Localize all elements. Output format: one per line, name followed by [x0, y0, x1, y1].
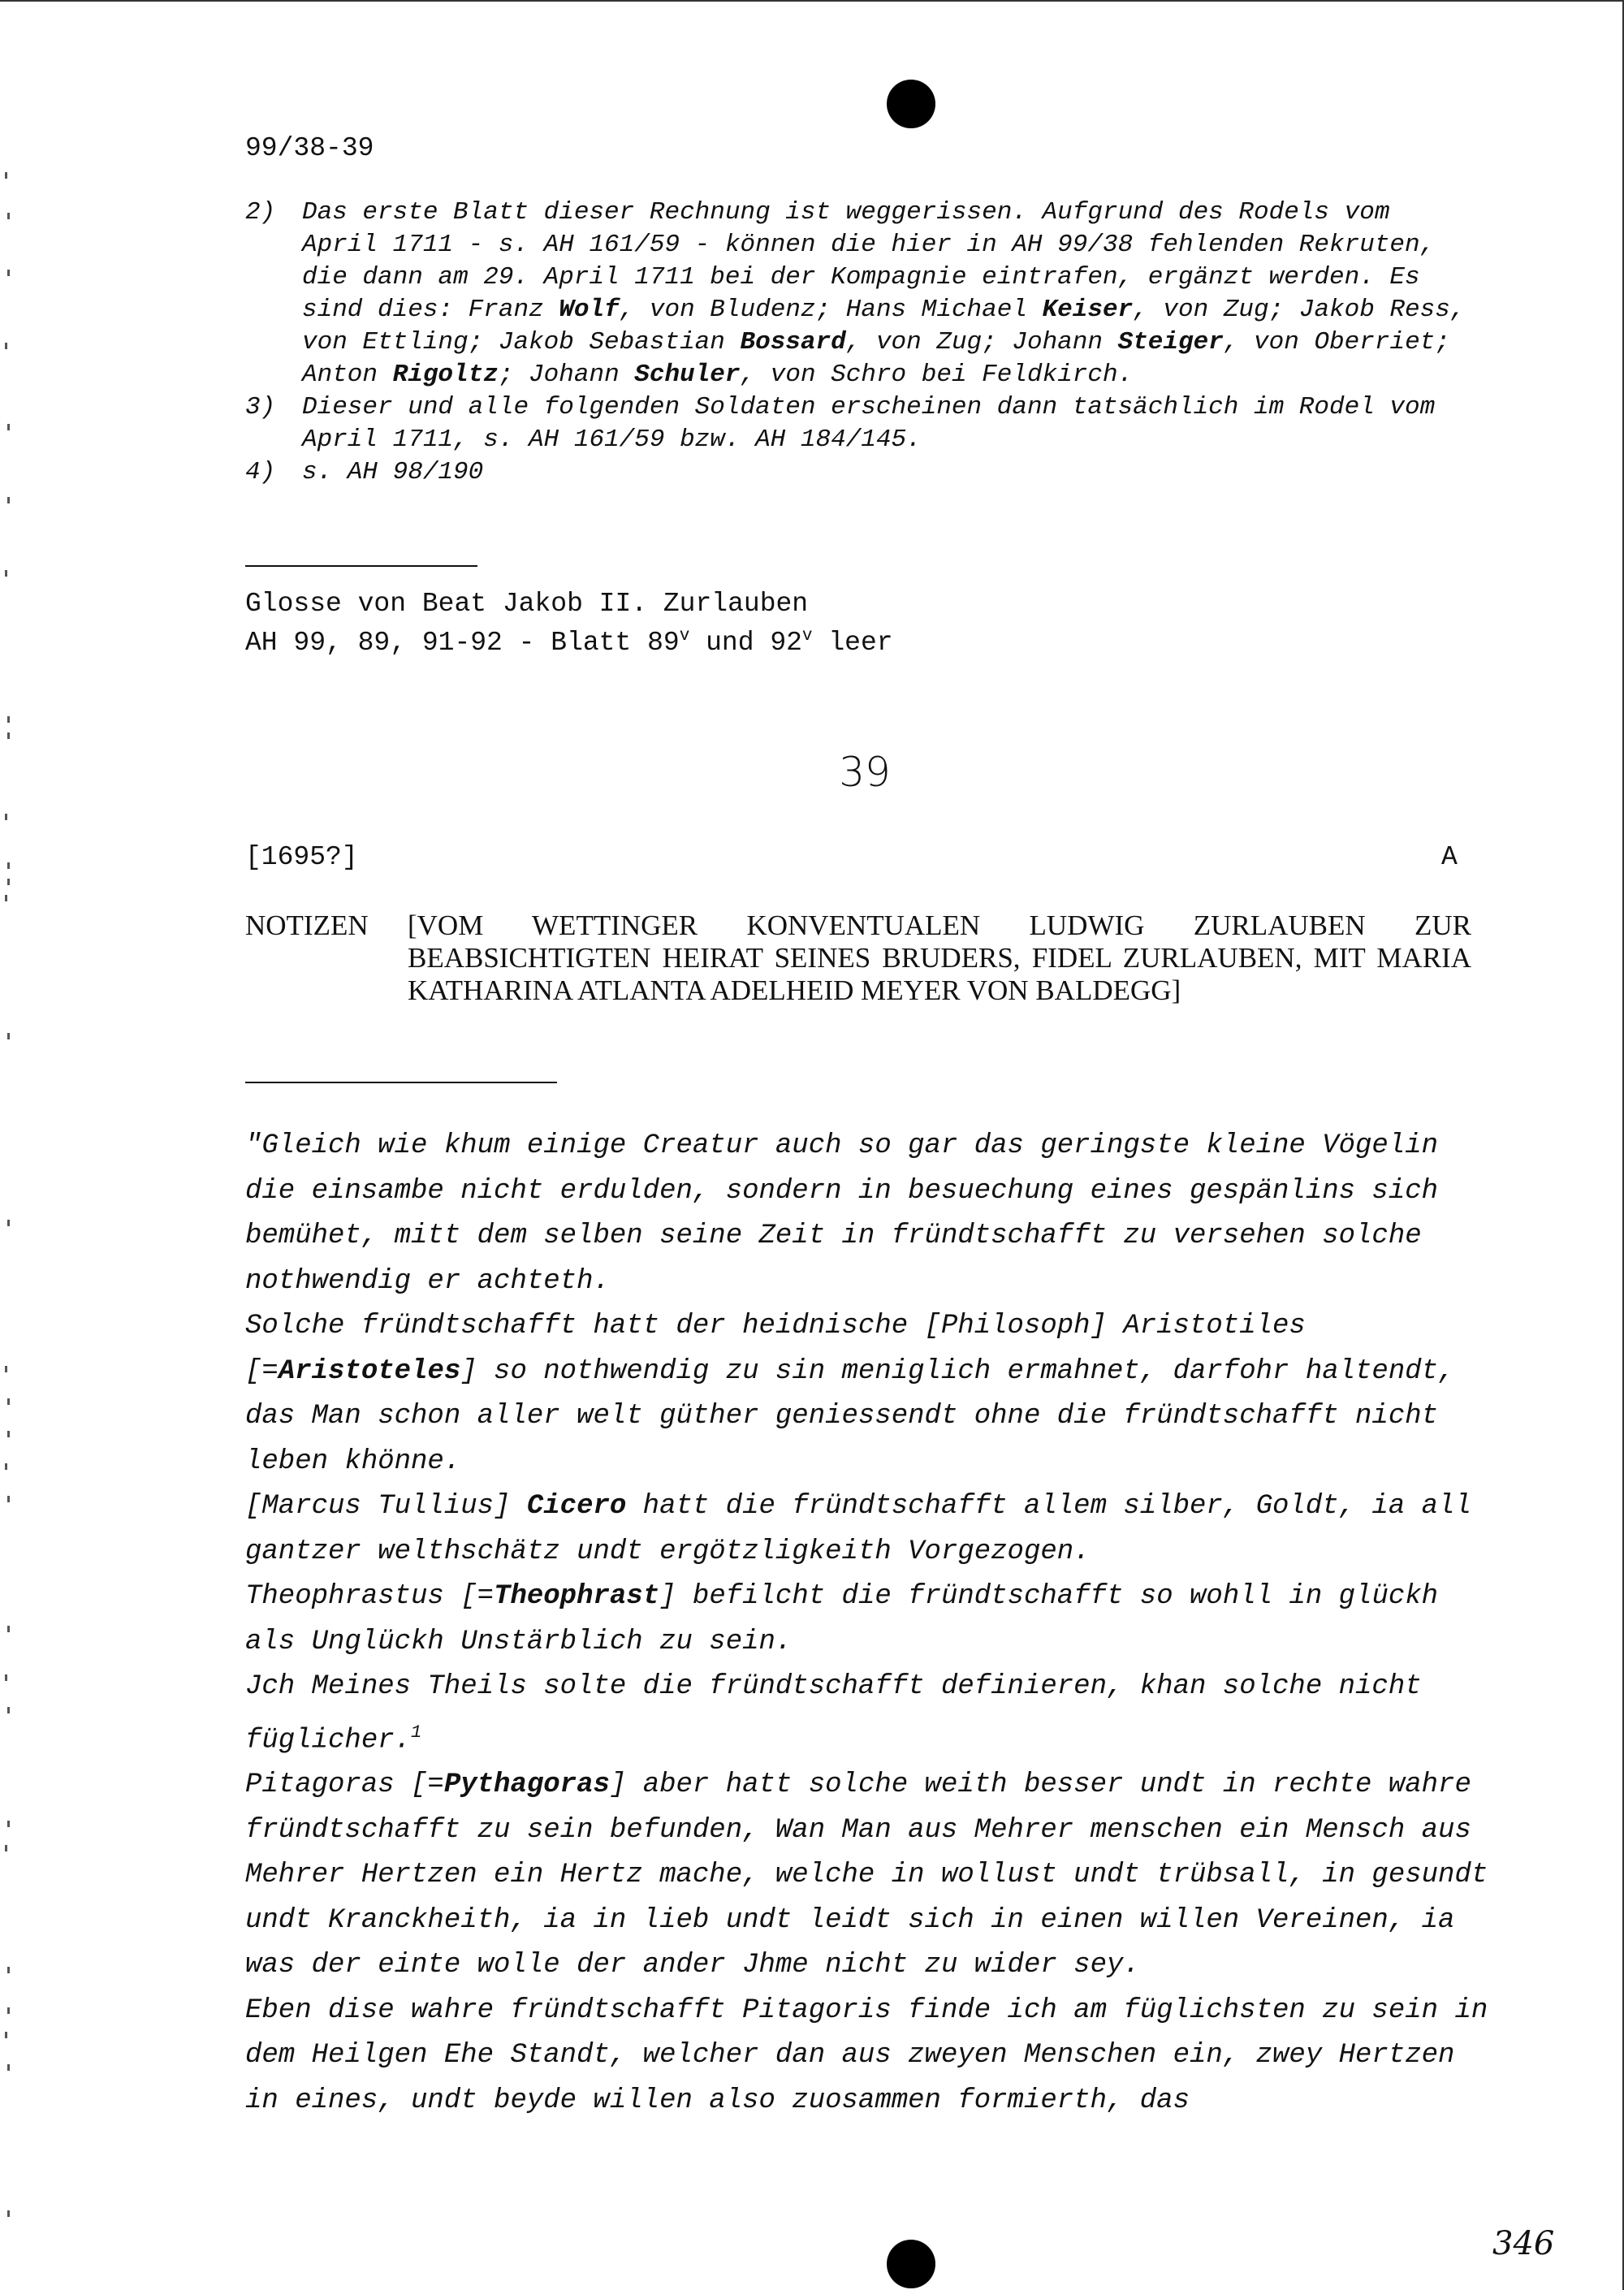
scan-speck [7, 2007, 10, 2014]
text-run: , von Schro bei Feldkirch. [740, 361, 1134, 389]
scan-speck [5, 1463, 7, 1470]
bold-name: Rigoltz [392, 361, 499, 389]
scan-speck [7, 2210, 10, 2217]
footnote-number: 2) [245, 198, 276, 227]
document-title [245, 910, 1471, 1007]
text-run: Theophrastus [= [245, 1581, 495, 1612]
scan-speck [7, 1626, 10, 1632]
bold-name: Wolf [559, 296, 620, 324]
scan-speck [7, 424, 10, 430]
text-run: Solche fründtschafft hatt der heidnische [Philosoph] Aristotiles [= [245, 1311, 1306, 1387]
gloss-line-2: AH 99, 89, 91-92 - Blatt 89$^v$ und 92$^v$ leer [245, 627, 893, 658]
text-run: Das erste Blatt dieser Rechnung ist weggerissen. Aufgrund des Rodels vom April 1711 - s. AH 161/59 - können die hier in AH 99/38 fehlenden Rekruten, die dann am 29. April 1711 bei der Kompagnie eintrafen, ergänzt werden. Es sind dies: Franz [302, 198, 1436, 324]
gloss-note [245, 588, 1479, 659]
body-paragraph [245, 1575, 1504, 1665]
scan-speck [7, 270, 10, 276]
footnote-text [302, 391, 1479, 456]
scan-speck [5, 895, 7, 901]
gloss-line-1: Glosse von Beat Jakob II. Zurlauben [245, 589, 809, 619]
scan-speck [5, 1366, 7, 1372]
scan-speck [7, 497, 10, 503]
footnote-text [302, 456, 1479, 489]
footnote-item [245, 456, 1479, 489]
scan-speck [7, 732, 10, 739]
scan-speck [7, 1033, 10, 1039]
bold-name: Pythagoras [443, 1769, 610, 1801]
footnotes [245, 197, 1479, 489]
footnote-item [245, 197, 1479, 391]
text-run: ; Johann [498, 361, 635, 389]
divider-line [245, 565, 477, 567]
footnote-number: 4) [245, 458, 276, 486]
document-number: 39 [839, 749, 891, 796]
bold-name: Bossard [740, 328, 846, 356]
transcription-body [245, 1124, 1504, 2124]
punch-hole-top [887, 80, 935, 128]
divider-line [245, 1082, 557, 1083]
text-run: , von Oberriet; Anton [302, 328, 1450, 389]
scan-speck [7, 879, 10, 885]
scan-speck [5, 2032, 7, 2038]
text-run: Pitagoras [= [245, 1769, 444, 1801]
bold-name: Aristoteles [278, 1355, 461, 1387]
body-paragraph [245, 1989, 1504, 2124]
body-paragraph [245, 1763, 1504, 1989]
footnote-text [302, 197, 1479, 391]
text-run: "Gleich wie khum einige Creatur auch so gar das geringste kleine Vögelin die einsambe nicht erdulden, sondern in besuechung eines gespänlins sich bemühet, mitt dem selben seine Zeit in fründtschafft zu versehen solche nothwendig er achteth. [245, 1130, 1439, 1297]
scan-speck [7, 1220, 10, 1226]
body-paragraph [245, 1665, 1504, 1763]
scan-speck [5, 1674, 7, 1681]
body-paragraph [245, 1304, 1504, 1484]
bold-name: Cicero [526, 1491, 627, 1522]
document-date: [1695?] [245, 842, 358, 872]
bold-name: Keiser [1042, 296, 1134, 324]
body-paragraph [245, 1124, 1504, 1304]
text-run: , von Zug; Johann [845, 328, 1118, 356]
text-run: s. AH 98/190 [302, 458, 484, 486]
scan-speck [7, 1821, 10, 1827]
footnote-item [245, 391, 1479, 456]
punch-hole-bottom [887, 2240, 935, 2288]
page-number: 346 [1492, 2225, 1555, 2262]
bold-name: Steiger [1117, 328, 1224, 356]
bold-name: Theophrast [494, 1581, 660, 1612]
scan-speck [5, 343, 7, 349]
scan-speck [7, 1496, 10, 1502]
bold-name: Schuler [634, 361, 741, 389]
scan-speck [7, 1398, 10, 1405]
text-run: ] befilcht die fründtschafft so wohll in glückh als Unglückh Unstärblich zu sein. [245, 1581, 1439, 1657]
body-paragraph [245, 1484, 1504, 1575]
text-run: ] so nothwendig zu sin meniglich ermahnet, darfohr haltendt, das Man schon aller welt güther geniessendt ohne die fründtschafft nicht leben khönne. [245, 1355, 1455, 1477]
scan-speck [7, 1967, 10, 1973]
text-run: Dieser und alle folgenden Soldaten erscheinen dann tatsächlich im Rodel vom April 1711, s. AH 161/59 bzw. AH 184/145. [302, 393, 1436, 454]
text-run: Jch Meines Theils solte die fründtschafft definieren, khan solche nicht füglicher. [245, 1671, 1422, 1756]
document-letter: A [1441, 842, 1458, 872]
text-run: Eben dise wahre fründtschafft Pitagoris finde ich am füglichsten zu sein in dem Heilgen Ehe Standt, welcher dan aus zweyen Menschen ein, zwey Hertzen in eines, undt beyde willen also zuosammen formierth, das [245, 1994, 1488, 2116]
text-run: ] aber hatt solche weith besser undt in rechte wahre fründtschafft zu sein befunden, Wan Man aus Mehrer menschen ein Mensch aus Mehrer Hertzen ein Hertz mache, welche in wollust undt trübsall, in gesundt undt Kranckheith, ia in lieb undt leidt sich in einen willen Vereinen, ia was der einte wolle der ander Jhme nicht zu wider sey. [245, 1769, 1488, 1981]
scan-speck [5, 814, 7, 820]
text-run: , von Bludenz; Hans Michael [619, 296, 1043, 324]
title-label: NOTIZEN [245, 910, 369, 941]
scan-speck [5, 1845, 7, 1851]
text-run: [Marcus Tullius] [245, 1491, 527, 1522]
scan-speck [7, 716, 10, 723]
scan-speck [5, 172, 7, 179]
document-code: 99/38-39 [245, 133, 374, 163]
scan-speck [5, 570, 7, 577]
footnote-ref: 1 [411, 1722, 422, 1743]
scan-speck [7, 1707, 10, 1713]
scan-speck [7, 1431, 10, 1437]
scan-speck [7, 213, 10, 219]
title-text: [VOM WETTINGER KONVENTUALEN LUDWIG ZURLAUBEN ZUR BEABSICHTIGTEN HEIRAT SEINES BRUDERS, FIDEL ZURLAUBEN, MIT MARIA KATHARINA ATLANTA ADELHEID MEYER VON BALDEGG] [408, 910, 1471, 1006]
text-run: , von Zug; Jakob Ress, von Ettling; Jakob Sebastian [302, 296, 1466, 356]
footnote-number: 3) [245, 393, 276, 421]
text-run: hatt die fründtschafft allem silber, Goldt, ia all gantzer welthschätz undt ergötzligkeith Vorgezogen. [245, 1491, 1471, 1567]
scan-speck [7, 2064, 10, 2071]
scan-speck [7, 862, 10, 869]
